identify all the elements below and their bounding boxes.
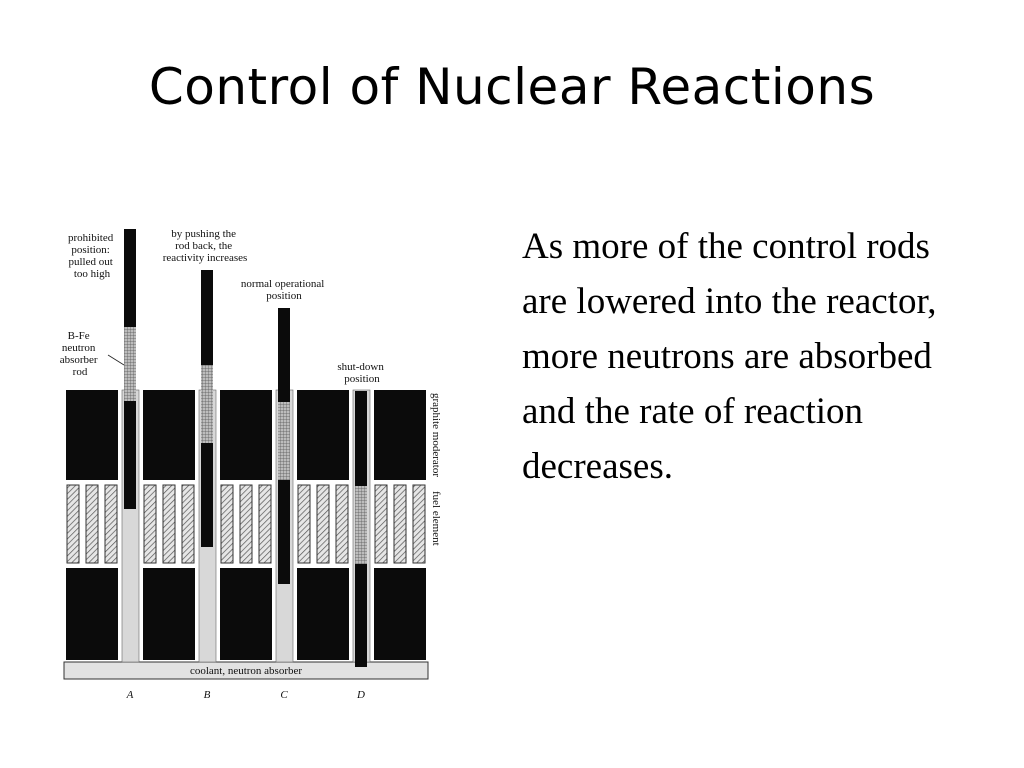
graphite-moderator-bottom-row [66,568,426,660]
slide-title: Control of Nuclear Reactions [148,58,876,116]
fuel-elements-row [67,485,425,563]
rod-label-a: A [126,689,134,701]
control-rod-d [355,391,367,667]
control-rod-a [124,229,136,509]
label-shut-down-position: shut-down position [337,361,384,385]
control-rod-b [201,270,213,547]
label-fuel-element: fuel element [430,491,442,546]
label-prohibited-position: prohibited position: pulled out too high [68,232,114,280]
rod-label-c: C [280,689,288,701]
slide-body-text: As more of the control rods are lowered into the reactor, more neutrons are absorbed and the rate of reaction decreases. [522,226,937,487]
label-normal-operational-position: normal operational position [240,278,325,302]
graphite-moderator-top-row [66,390,426,480]
control-rod-c [278,308,290,584]
label-coolant: coolant, neutron absorber [189,665,303,677]
label-graphite-moderator: graphite moderator [430,393,442,477]
label-absorber-rod: B-Fe neutron absorber rod [59,330,98,378]
absorber-pointer-line [108,355,124,365]
rod-label-b: B [203,689,211,701]
label-pushing-rod-back: by pushing the rod back, the reactivity increases [162,228,248,264]
control-rod-diagram [40,215,460,705]
rod-label-d: D [357,689,365,701]
